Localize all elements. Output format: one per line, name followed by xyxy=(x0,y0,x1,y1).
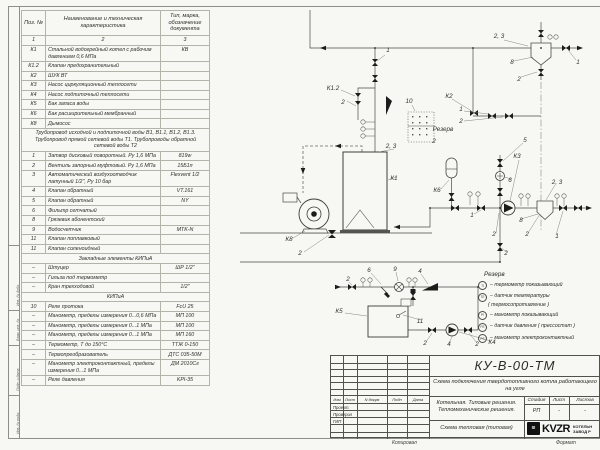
project-line-2: Тепломеханические решения. xyxy=(438,407,515,414)
table-cell-name: Бак запаса воды xyxy=(46,100,161,110)
table-row xyxy=(22,71,210,81)
revision-header-cell: Изм xyxy=(333,396,341,402)
table-cell-pos: 11 xyxy=(22,244,46,254)
table-row xyxy=(22,340,210,350)
table-header-doc: Тип, марка, обозначение документа xyxy=(160,11,209,36)
table-row xyxy=(22,273,210,283)
pump-k4 xyxy=(446,324,458,336)
schematic-label: 1 xyxy=(459,106,463,114)
logo-caption-line-2: ЗАВОД Р xyxy=(572,428,591,434)
legend-item-text: – термометр показывающий xyxy=(490,281,563,288)
table-cell-name: Вентиль запорный муфтовый. Ру 1,6 МПа xyxy=(46,161,161,171)
schematic-label: К1 xyxy=(390,175,398,183)
table-header-name: Наименование и техническая характеристика xyxy=(46,11,161,36)
control-box-10 xyxy=(408,112,434,142)
schematic-label: К3 xyxy=(513,153,521,161)
legend-item-text: – манометр показывающий xyxy=(490,311,559,318)
schematic-label: 1 xyxy=(555,233,559,241)
flow-device-icon xyxy=(496,172,505,181)
table-cell-doc: ТТЖ 0-150 xyxy=(160,340,209,350)
table-row xyxy=(22,311,210,321)
title-block xyxy=(330,355,600,438)
schematic-label: Резерв xyxy=(432,126,454,134)
legend-heading: Резерв xyxy=(484,271,505,278)
sheet-value: - xyxy=(558,407,560,414)
schematic-label: 2 xyxy=(525,231,529,239)
table-cell-pos: К2 xyxy=(22,71,46,81)
logo-caption-line-1: КОТЕЛЬН xyxy=(572,423,593,429)
signature-row-label: Проверил xyxy=(333,411,353,417)
table-row xyxy=(22,151,210,161)
schematic-label: 2 xyxy=(459,118,463,126)
company-logo xyxy=(527,422,592,435)
schematic-label: 2, 3 xyxy=(385,143,397,151)
signature-row-label: ГИП xyxy=(333,418,342,424)
table-cell-name: ШУК ВТ xyxy=(46,71,161,81)
schematic-label: 2 xyxy=(432,138,436,146)
tank-k5 xyxy=(368,299,411,337)
schematic-label: 1 xyxy=(386,47,390,55)
table-cell-doc: МП 100 xyxy=(160,311,209,321)
legend-items xyxy=(478,281,600,343)
table-cell-name: Фильтр сетчатый xyxy=(46,206,161,216)
sheets-label: Листов xyxy=(576,398,594,403)
table-cell-doc: 819w xyxy=(160,151,209,161)
revision-header-cell: Дата xyxy=(412,396,424,402)
table-cell-pos: 5 xyxy=(22,196,46,206)
instrument-circle-icon: TE xyxy=(478,293,487,302)
schematic-label: 2 xyxy=(504,250,508,258)
schematic-label: 2 xyxy=(475,341,479,349)
table-cell-pos: К6 xyxy=(22,109,46,119)
table-cell-name: Автоматический воздухоотводчик латунный 1/2", Ру 10 бар xyxy=(46,171,161,187)
legend xyxy=(478,271,600,346)
table-cell-pos: 9 xyxy=(22,225,46,235)
table-cell-name: Манометр, пределы измерения 0...1 МПа xyxy=(46,331,161,341)
mud-filter-top xyxy=(531,43,551,65)
pipe-junctions xyxy=(374,47,542,288)
table-row xyxy=(22,171,210,187)
table-row xyxy=(22,81,210,91)
instrument-circle-icon: TI xyxy=(478,281,487,290)
schematic-label: 2, 3 xyxy=(493,33,505,41)
table-cell-doc xyxy=(160,235,209,245)
schematic-label: 2, 3 xyxy=(551,179,563,187)
legend-item xyxy=(478,281,600,290)
schematic-label: 6 xyxy=(508,177,512,185)
equipment-table xyxy=(21,10,210,386)
schematic-label: 6 xyxy=(367,267,371,275)
water-meter-icon xyxy=(395,283,404,292)
table-cell-pos: – xyxy=(22,264,46,274)
schematic-label: К4 xyxy=(488,339,496,347)
table-row xyxy=(22,161,210,171)
thermometer-icon xyxy=(386,96,392,115)
schematic-label: 8 xyxy=(510,59,514,67)
table-cell-pos: 6 xyxy=(22,206,46,216)
table-cell-doc xyxy=(160,61,209,71)
table-row xyxy=(22,254,210,264)
table-cell-name: 2 xyxy=(46,36,161,46)
table-cell-name: Реле протока xyxy=(46,302,161,312)
table-cell-name: Насос циркуляционный теплосети xyxy=(46,81,161,91)
table-row xyxy=(22,36,210,46)
table-cell-name: Гильза под термометр xyxy=(46,273,161,283)
mud-filter-8 xyxy=(537,201,553,220)
kopiroval-note: Копировал xyxy=(392,440,417,446)
table-row xyxy=(22,331,210,341)
table-cell-doc: KPI-35 xyxy=(160,376,209,386)
frame-strip-divider xyxy=(8,245,19,246)
sheet-name: Схема тепловая (типовая) xyxy=(440,425,513,431)
flue-flow-arrows xyxy=(301,144,341,174)
table-cell-pos: К8 xyxy=(22,119,46,129)
table-cell-doc: Flexvent 1/2 xyxy=(160,171,209,187)
table-cell-name: Клапан предохранительный xyxy=(46,61,161,71)
table-row xyxy=(22,359,210,375)
table-cell-doc xyxy=(160,119,209,129)
table-cell-doc xyxy=(160,206,209,216)
table-cell-pos: К4 xyxy=(22,90,46,100)
frame-strip-label: Инв. № подл. xyxy=(16,411,20,434)
schematic-label: 4 xyxy=(418,268,422,276)
frame-strip-divider xyxy=(8,345,19,346)
schematic-label: 2 xyxy=(423,340,427,348)
instrument-circle-icon: PE xyxy=(478,323,487,332)
table-cell-pos: 4 xyxy=(22,187,46,197)
table-row xyxy=(22,100,210,110)
revision-header-cell: Подп xyxy=(392,396,402,402)
stage-label: Стадия xyxy=(527,398,546,403)
schematic-label: 11 xyxy=(416,318,424,326)
table-cell-doc: МП 160 xyxy=(160,331,209,341)
gauge-icon xyxy=(361,35,566,282)
schematic-label: 5 xyxy=(523,137,527,145)
format-note: Формат xyxy=(556,440,576,446)
document-number: КУ-В-00-ТМ xyxy=(474,358,556,373)
table-cell-name: Клапан обратный xyxy=(46,196,161,206)
table-cell-doc xyxy=(160,90,209,100)
boiler-k1 xyxy=(340,152,390,233)
schematic-label: К5 xyxy=(335,308,343,316)
table-cell-name: Штуцер xyxy=(46,264,161,274)
table-cell-name: Клапан поплавковый xyxy=(46,235,161,245)
table-cell-name: Термометр, Т до 150°С xyxy=(46,340,161,350)
equipment-table-body xyxy=(22,36,210,386)
table-cell-pos: 3 xyxy=(22,171,46,187)
legend-item-text: – датчик температуры xyxy=(490,293,550,300)
instrument-circle-icon: PI xyxy=(478,311,487,320)
table-cell-pos: – xyxy=(22,359,46,375)
frame-strip-label: Взам. инв. № xyxy=(16,318,20,341)
table-cell-pos: 11 xyxy=(22,235,46,245)
table-header-row xyxy=(22,11,210,36)
table-cell-pos: – xyxy=(22,321,46,331)
table-cell-name: Манометр электроконтактный, пределы измерения 0...1 МПа xyxy=(46,359,161,375)
table-cell-name: Водосчетчик xyxy=(46,225,161,235)
table-cell-name: Клапан соленоидный xyxy=(46,244,161,254)
schematic-label: 1 xyxy=(470,212,474,220)
table-cell-doc: ДМ 2010Сг xyxy=(160,359,209,375)
table-cell-pos: 2 xyxy=(22,161,46,171)
schematic-label: 10 xyxy=(405,98,413,106)
table-cell-doc xyxy=(160,100,209,110)
logo-caption xyxy=(573,424,592,434)
document-title: Схема подключения твердотопливного котла работающего на угле xyxy=(433,379,597,393)
schematic-label: 2 xyxy=(298,250,302,258)
table-cell-pos: К1.2 xyxy=(22,61,46,71)
table-row xyxy=(22,350,210,360)
table-section-cell: КИПиА xyxy=(22,292,210,302)
table-cell-doc: NY xyxy=(160,196,209,206)
schematic-label: 2 xyxy=(346,276,350,284)
table-cell-name: Насос подпиточный теплосети xyxy=(46,90,161,100)
table-cell-pos: – xyxy=(22,376,46,386)
schematic-label: 2 xyxy=(492,231,496,239)
table-cell-pos: К1 xyxy=(22,45,46,61)
legend-item-text: – манометр электроконтактный xyxy=(490,335,574,342)
table-cell-name: Реле давления xyxy=(46,376,161,386)
signature-row-label: Проект. xyxy=(333,404,350,410)
table-cell-name: Грязевик абонентский xyxy=(46,216,161,226)
table-section-cell: Закладные элементы КИПиА xyxy=(22,254,210,264)
table-row xyxy=(22,376,210,386)
table-row xyxy=(22,129,210,152)
table-cell-name: Стальной водогрейный котел с рабочим давлением 0,6 МПа xyxy=(46,45,161,61)
table-row xyxy=(22,225,210,235)
table-cell-doc xyxy=(160,71,209,81)
revision-header-cell: Лист xyxy=(344,396,356,402)
table-row xyxy=(22,90,210,100)
table-cell-pos: 1 xyxy=(22,151,46,161)
table-cell-pos: – xyxy=(22,273,46,283)
legend-item xyxy=(478,334,600,343)
schematic-label: 8 xyxy=(519,217,523,225)
schematic-label: 4 xyxy=(447,341,451,349)
table-header-pos: Поз. № xyxy=(22,11,46,36)
table-cell-doc: FcU 25 xyxy=(160,302,209,312)
table-row xyxy=(22,264,210,274)
table-row xyxy=(22,119,210,129)
table-cell-pos: – xyxy=(22,311,46,321)
table-row xyxy=(22,206,210,216)
frame-strip-label: Подп. и дата xyxy=(16,368,20,391)
table-cell-doc: ДТС 035-50М xyxy=(160,350,209,360)
pump-k3 xyxy=(501,201,515,215)
table-row xyxy=(22,235,210,245)
table-cell-pos: – xyxy=(22,331,46,341)
legend-item xyxy=(478,293,600,302)
table-row xyxy=(22,216,210,226)
schematic-label: 2 xyxy=(517,76,521,84)
revision-header-cell: N докум xyxy=(364,396,380,402)
table-cell-pos: 8 xyxy=(22,216,46,226)
project-description xyxy=(431,400,522,415)
table-section-cell: Трубопровод исходной и подпиточной воды В1, В1.1, В1.2, В1.3. Трубопровод прямой сетевой воды Т1. Трубопроводы обратной сетевой воды Т2 xyxy=(22,129,210,152)
frame-left-outer-line xyxy=(8,6,9,438)
table-row xyxy=(22,196,210,206)
schematic-label: К8 xyxy=(285,236,293,244)
table-cell-doc xyxy=(160,216,209,226)
schematic-label: 2 xyxy=(341,99,345,107)
table-cell-doc: MTK-N xyxy=(160,225,209,235)
table-cell-pos: – xyxy=(22,340,46,350)
table-cell-doc xyxy=(160,81,209,91)
logo-wordmark: KVZR xyxy=(542,422,570,435)
table-row xyxy=(22,302,210,312)
table-cell-doc: VT.161 xyxy=(160,187,209,197)
table-cell-name: Кран трехходовой xyxy=(46,283,161,293)
logo-coil-icon: ≋ xyxy=(527,422,540,435)
table-cell-pos: 10 xyxy=(22,302,46,312)
table-cell-pos: К5 xyxy=(22,100,46,110)
table-cell-doc: КВ xyxy=(160,45,209,61)
table-cell-name: Клапан обратный xyxy=(46,187,161,197)
frame-strip-divider xyxy=(8,395,19,396)
schematic-label: 1 xyxy=(576,59,580,67)
legend-item-text: ( термосопротивление ) xyxy=(488,302,550,309)
table-cell-doc: 15Б1п xyxy=(160,161,209,171)
project-line-1: Котельная. Типовые решения. xyxy=(436,400,517,406)
schematic-label: К1.2 xyxy=(326,85,340,93)
table-row xyxy=(22,187,210,197)
legend-item xyxy=(478,311,600,320)
table-cell-doc: 1/2" xyxy=(160,283,209,293)
sheet-label: Лист xyxy=(552,398,566,403)
table-cell-name: Затвор дисковый поворотный. Ру 1,6 МПа xyxy=(46,151,161,161)
table-cell-doc xyxy=(160,273,209,283)
table-row xyxy=(22,109,210,119)
schematic-label: К2 xyxy=(445,93,453,101)
table-cell-name: Манометр, пределы измерения 0...0,6 МПа xyxy=(46,311,161,321)
table-cell-name: Манометр, пределы измерения 0...1 МПа xyxy=(46,321,161,331)
table-cell-pos: 1 xyxy=(22,36,46,46)
strainer-icon xyxy=(381,287,390,298)
legend-item xyxy=(478,323,600,332)
table-cell-doc: МП 100 xyxy=(160,321,209,331)
table-cell-doc xyxy=(160,244,209,254)
table-row xyxy=(22,45,210,61)
table-cell-name: Термопреобразователь xyxy=(46,350,161,360)
table-row xyxy=(22,244,210,254)
instrument-circle-icon: PS xyxy=(478,334,487,343)
table-cell-name: Бак расширительный мембранный xyxy=(46,109,161,119)
table-row xyxy=(22,61,210,71)
table-cell-pos: – xyxy=(22,350,46,360)
table-cell-name: Дымосос xyxy=(46,119,161,129)
schematic-label: 9 xyxy=(393,266,397,274)
schematic-label: К6 xyxy=(433,187,441,195)
table-cell-doc: 3 xyxy=(160,36,209,46)
table-cell-pos: – xyxy=(22,283,46,293)
frame-strip-label: Инв. № дубл. xyxy=(16,283,20,306)
sheets-value: - xyxy=(584,407,586,414)
expansion-tank-k6 xyxy=(446,158,457,178)
smoke-exhauster-k8 xyxy=(283,193,329,233)
legend-item-text: – датчик давления ( прессостат ) xyxy=(490,323,575,330)
table-row xyxy=(22,292,210,302)
table-cell-doc: ШР 1/2" xyxy=(160,264,209,274)
frame-strip-divider xyxy=(8,310,19,311)
table-row xyxy=(22,321,210,331)
table-cell-doc xyxy=(160,109,209,119)
stage-value: РП xyxy=(532,407,541,414)
table-row xyxy=(22,283,210,293)
table-cell-pos: К3 xyxy=(22,81,46,91)
frame-bottom-line xyxy=(8,438,600,439)
